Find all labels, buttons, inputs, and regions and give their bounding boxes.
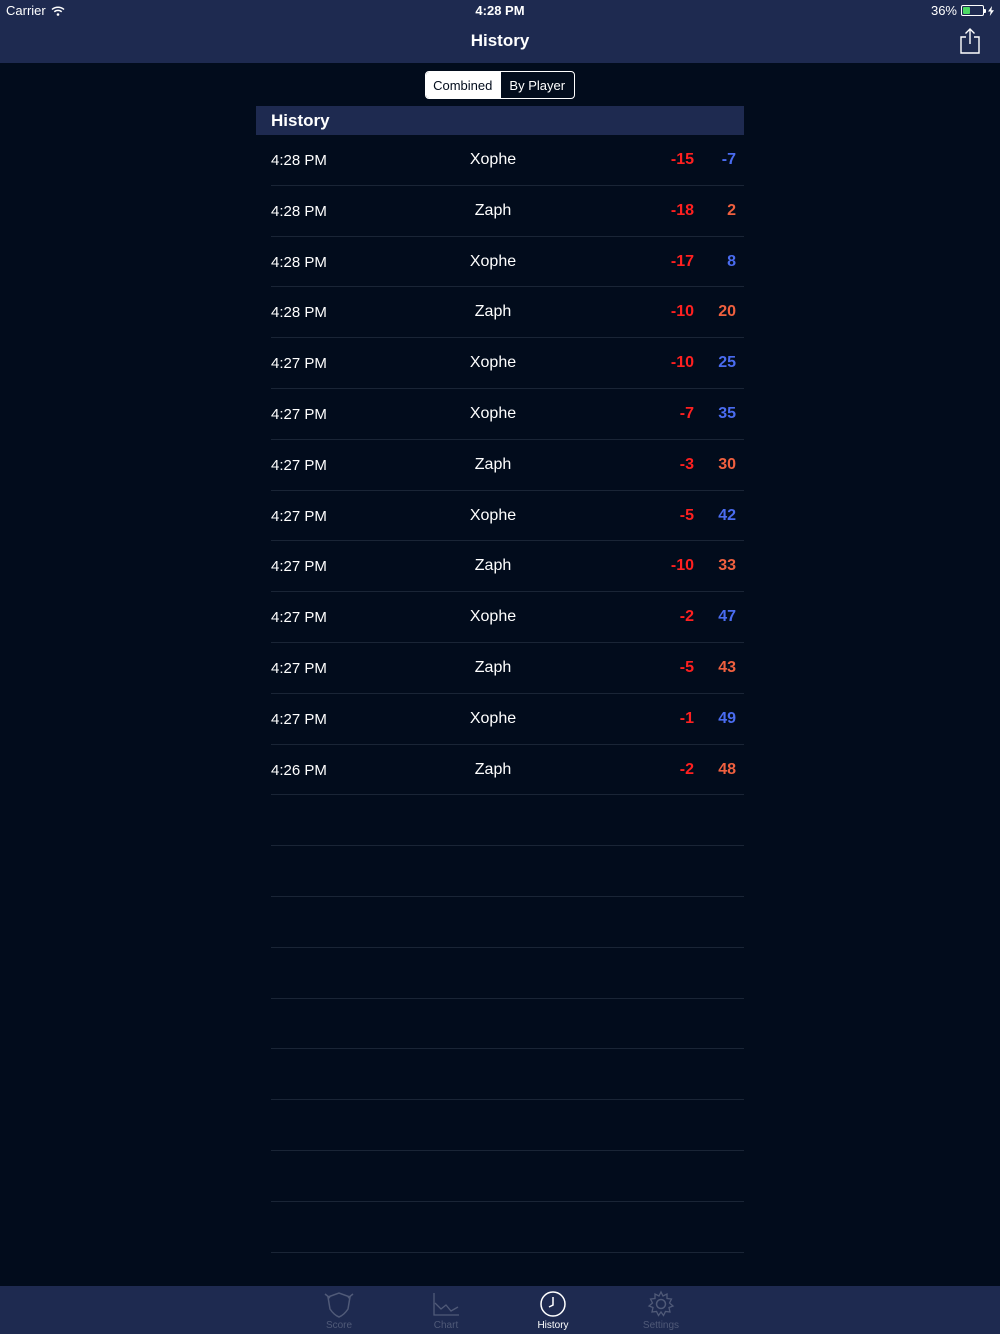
empty-row	[271, 1049, 744, 1100]
row-delta: -17	[670, 252, 694, 270]
row-delta: -10	[670, 303, 694, 321]
row-time: 4:27 PM	[271, 405, 327, 423]
empty-row	[271, 1202, 744, 1253]
row-player: Zaph	[474, 303, 512, 321]
row-player: Zaph	[474, 201, 512, 219]
row-player: Zaph	[474, 760, 512, 778]
row-total: 20	[718, 303, 736, 321]
row-player: Xophe	[469, 608, 517, 626]
row-player: Xophe	[469, 354, 517, 372]
tab-bar	[0, 1286, 1000, 1334]
history-row	[271, 643, 744, 694]
row-player: Zaph	[474, 557, 512, 575]
navigation-bar	[0, 20, 1000, 63]
segment-by-player[interactable]: By Player	[500, 72, 575, 98]
row-total: 33	[718, 557, 736, 575]
row-time: 4:27 PM	[271, 609, 327, 627]
page-title: History	[470, 31, 530, 50]
row-player: Xophe	[469, 151, 517, 168]
row-time: 4:28 PM	[271, 202, 327, 220]
history-row	[271, 541, 744, 592]
row-delta: -10	[670, 557, 694, 575]
row-time: 4:27 PM	[271, 456, 327, 474]
row-delta: -15	[670, 151, 694, 168]
row-total: 25	[718, 354, 736, 372]
empty-row	[271, 948, 744, 999]
row-total: 47	[718, 608, 736, 626]
tab-history[interactable]	[513, 1286, 593, 1334]
line-chart-icon	[431, 1289, 461, 1319]
empty-row	[271, 846, 744, 897]
battery-indicator	[931, 3, 994, 18]
row-time: 4:27 PM	[271, 558, 327, 576]
row-delta: -5	[679, 506, 694, 524]
battery-percent: 36%	[930, 3, 957, 18]
tab-label: Settings	[642, 1320, 680, 1331]
battery-fill	[963, 7, 970, 14]
row-total: 43	[718, 658, 736, 676]
row-player: Xophe	[469, 709, 517, 727]
tab-label: Score	[325, 1320, 353, 1331]
tab-label: Chart	[433, 1320, 459, 1331]
empty-row	[271, 795, 744, 846]
carrier-label: Carrier	[6, 3, 46, 18]
row-time: 4:27 PM	[271, 659, 327, 677]
history-row	[271, 135, 744, 186]
row-player: Xophe	[469, 252, 517, 270]
history-section-header: History	[256, 106, 744, 135]
row-player: Xophe	[469, 506, 517, 524]
row-total: 2	[727, 201, 736, 219]
history-row	[271, 491, 744, 542]
row-delta: -7	[679, 404, 694, 422]
view-mode-segmented-control	[425, 71, 575, 99]
row-time: 4:28 PM	[271, 304, 327, 322]
empty-row	[271, 897, 744, 948]
row-total: 49	[718, 709, 736, 727]
empty-row	[271, 1100, 744, 1151]
row-total: 30	[718, 455, 736, 473]
battery-icon	[961, 5, 984, 16]
share-icon	[958, 27, 982, 55]
empty-row	[271, 1151, 744, 1202]
status-time: 4:28 PM	[475, 3, 525, 18]
charging-bolt-icon	[988, 6, 994, 16]
row-delta: -10	[670, 354, 694, 372]
row-total: 48	[718, 760, 736, 778]
empty-row	[271, 999, 744, 1050]
tab-score[interactable]	[299, 1286, 379, 1334]
history-row	[271, 389, 744, 440]
row-delta: -2	[679, 760, 694, 778]
row-player: Xophe	[469, 404, 517, 422]
row-delta: -3	[679, 455, 694, 473]
row-time: 4:28 PM	[271, 253, 327, 271]
row-total: 42	[718, 506, 736, 524]
history-row	[271, 237, 744, 288]
row-delta: -1	[679, 709, 694, 727]
row-time: 4:27 PM	[271, 710, 327, 728]
history-row	[271, 592, 744, 643]
row-delta: -5	[679, 658, 694, 676]
status-bar	[0, 0, 1000, 20]
row-player: Zaph	[474, 658, 512, 676]
row-total: -7	[721, 151, 736, 168]
history-row	[271, 440, 744, 491]
clock-icon	[538, 1289, 568, 1319]
row-time: 4:27 PM	[271, 507, 327, 525]
history-row	[271, 186, 744, 237]
gear-icon	[646, 1289, 676, 1319]
tab-label: History	[537, 1320, 569, 1331]
row-delta: -18	[670, 201, 694, 219]
row-total: 35	[718, 404, 736, 422]
row-time: 4:28 PM	[271, 152, 327, 169]
row-total: 8	[727, 252, 736, 270]
row-time: 4:26 PM	[271, 761, 327, 779]
segment-combined[interactable]: Combined	[426, 72, 500, 98]
history-row	[271, 694, 744, 745]
row-delta: -2	[679, 608, 694, 626]
tab-chart[interactable]	[406, 1286, 486, 1334]
history-row	[271, 287, 744, 338]
tab-settings[interactable]	[621, 1286, 701, 1334]
share-button[interactable]	[958, 27, 982, 55]
history-row	[271, 338, 744, 389]
shield-icon	[324, 1289, 354, 1319]
row-player: Zaph	[474, 455, 512, 473]
history-table	[271, 135, 744, 1253]
history-row	[271, 745, 744, 796]
row-time: 4:27 PM	[271, 355, 327, 373]
